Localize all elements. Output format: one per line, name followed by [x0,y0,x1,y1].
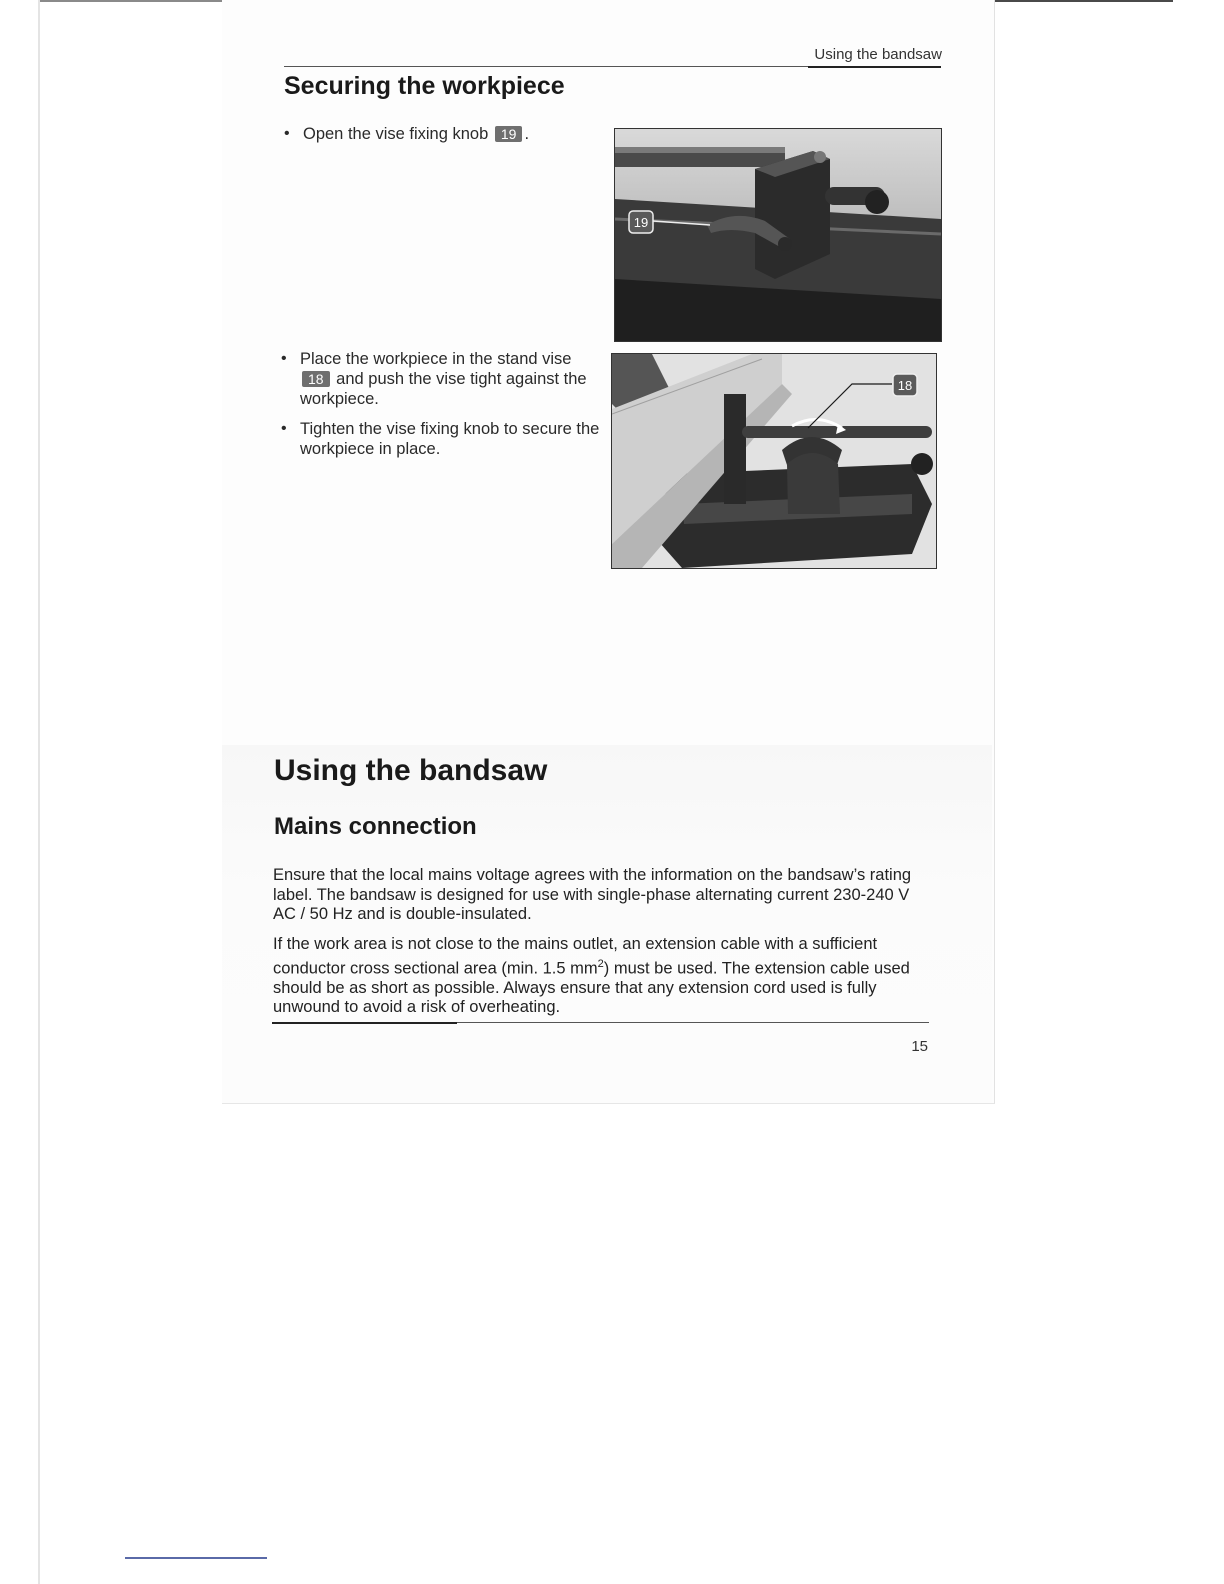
scan-bottom-line [125,1557,267,1559]
paragraph-mains-voltage: Ensure that the local mains voltage agrees with the information on the bandsaw’s rating label. The bandsaw is designed for use with single-phase alternating current 230-240 V AC / 50 Hz and is double-insulated. [273,866,912,923]
step-text: Place the workpiece in the stand vise [300,350,572,368]
callout-badge-18: 18 [302,371,330,387]
header-rule-accent [808,66,941,68]
section-title: Securing the workpiece [284,72,565,100]
step-text: Tighten the vise fixing knob to secure the workpiece in place. [300,420,600,458]
footer-rule-accent [272,1022,457,1024]
page-number: 15 [911,1038,928,1055]
step-tighten-knob [281,419,601,459]
paragraph-extension-cable [273,935,923,1018]
chapter-title: Using the bandsaw [274,754,548,787]
step-list-1 [284,124,594,154]
paragraph-text: If the work area is not close to the mains outlet, an extension cable with a sufficient conductor cross sectional area (min. 1.5 mm [273,935,878,977]
scan-edge-top-right [995,0,1173,2]
subsection-title: Mains connection [274,813,477,840]
running-header: Using the bandsaw [814,46,942,63]
stand-vise-photo [611,353,937,569]
scan-edge-left [38,0,40,1584]
scan-edge-top-left [40,0,230,2]
callout-badge-19: 19 [495,126,523,142]
superscript: 2 [597,957,604,970]
figure1-callout: 19 [633,215,649,230]
step-place-workpiece [281,349,601,409]
vise-knob-photo [614,128,942,342]
step-open-knob [284,124,594,144]
paragraph-text: ) must be used. The extension cable used should be as short as possible. Always ensure that any extension cord used is fully unwound to avoid a risk of overheating. [273,959,910,1016]
vise-knob-illustration [615,129,941,341]
stand-vise-illustration [612,354,936,568]
step-suffix: . [524,125,530,143]
step-list-2 [281,349,601,469]
figure2-callout: 18 [897,378,913,393]
step-text: and push the vise tight against the workpiece. [300,370,587,408]
step-text: Open the vise fixing knob [303,125,489,143]
